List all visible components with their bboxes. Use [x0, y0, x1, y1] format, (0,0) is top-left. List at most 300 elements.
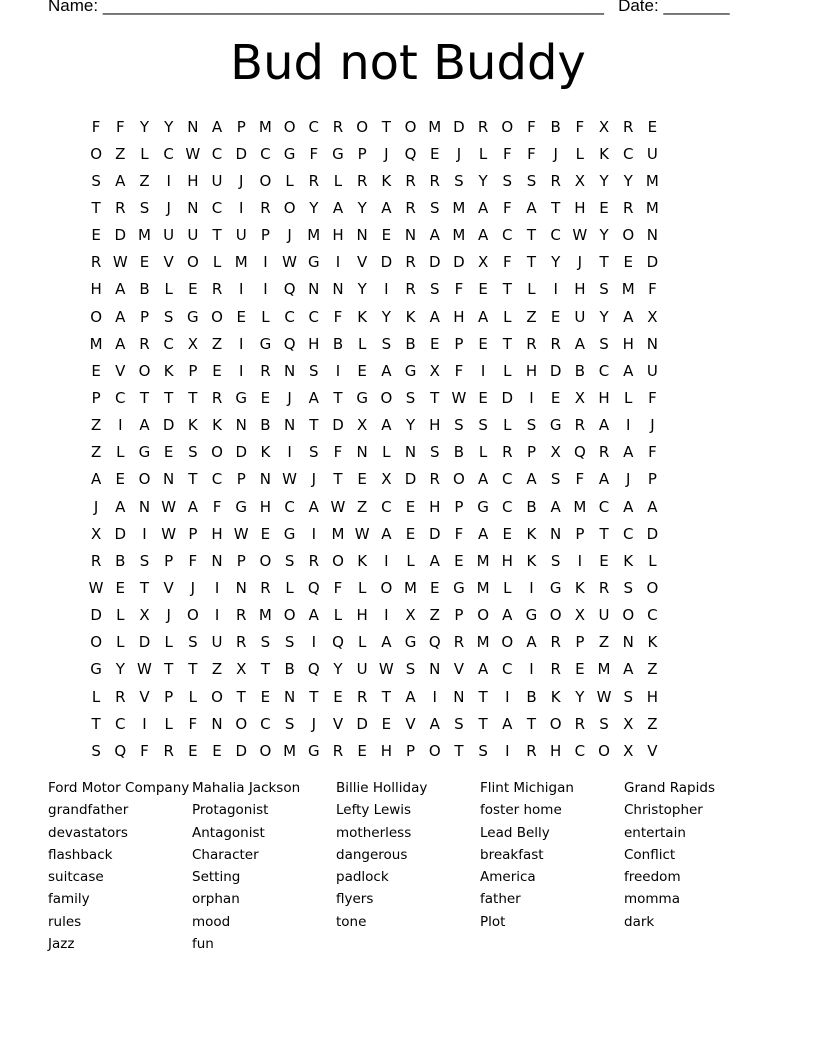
grid-letter: J — [311, 470, 316, 489]
grid-letter: H — [501, 551, 513, 570]
grid-letter: E — [599, 551, 609, 570]
grid-letter: L — [116, 633, 125, 652]
grid-letter: W — [282, 253, 298, 272]
grid-letter: B — [284, 660, 295, 679]
grid-letter: A — [308, 388, 319, 407]
grid-letter: F — [648, 443, 657, 462]
grid-letter: U — [646, 361, 658, 380]
grid-letter: X — [236, 660, 247, 679]
grid-letter: R — [236, 606, 247, 625]
word-item: rules — [48, 913, 82, 930]
grid-letter: A — [477, 226, 489, 245]
letter-grid — [84, 113, 665, 764]
grid-letter: F — [454, 361, 464, 380]
grid-letter: B — [260, 416, 271, 435]
grid-letter: H — [429, 416, 441, 435]
grid-letter: W — [451, 388, 467, 407]
grid-letter: I — [263, 253, 268, 272]
grid-letter: S — [163, 307, 174, 326]
grid-letter: D — [453, 117, 465, 136]
grid-letter: A — [477, 198, 489, 217]
grid-letter: P — [188, 361, 198, 380]
grid-letter: L — [357, 334, 367, 353]
grid-letter: H — [574, 198, 586, 217]
grid-letter: A — [623, 361, 634, 380]
grid-letter: C — [598, 361, 610, 380]
grid-letter: C — [115, 388, 126, 407]
grid-letter: G — [404, 361, 417, 380]
grid-letter: E — [381, 714, 392, 733]
grid-letter: N — [283, 687, 296, 706]
grid-letter: M — [234, 253, 248, 272]
grid-letter: F — [188, 551, 198, 570]
grid-letter: A — [598, 416, 610, 435]
grid-letter: W — [185, 144, 201, 163]
grid-letter: D — [453, 253, 465, 272]
word-item: flashback — [48, 846, 113, 863]
grid-letter: O — [90, 307, 102, 326]
grid-letter: Z — [357, 497, 368, 516]
grid-letter: Z — [211, 334, 223, 353]
grid-letter: R — [356, 171, 368, 190]
grid-letter: C — [502, 660, 513, 679]
grid-letter: S — [599, 714, 609, 733]
grid-letter: I — [553, 280, 558, 299]
grid-letter: F — [91, 117, 101, 136]
grid-letter: H — [332, 226, 344, 245]
grid-letter: X — [405, 606, 416, 625]
grid-letter: Y — [575, 687, 585, 706]
grid-letter: T — [381, 117, 391, 136]
grid-letter: I — [142, 524, 147, 543]
grid-letter: R — [574, 416, 586, 435]
grid-letter: A — [115, 334, 126, 353]
grid-letter: A — [139, 416, 150, 435]
grid-letter: T — [212, 226, 222, 245]
grid-letter: W — [572, 226, 588, 245]
word-item: Billie Holliday — [336, 780, 428, 796]
grid-letter: E — [454, 551, 464, 570]
grid-letter: S — [139, 198, 150, 217]
grid-letter: L — [164, 280, 173, 299]
grid-letter: E — [502, 524, 513, 543]
grid-row — [84, 113, 665, 140]
grid-letter: C — [211, 198, 223, 217]
name-blank: _____________________________________________________ — [102, 0, 604, 15]
grid-row — [84, 194, 665, 221]
grid-letter: U — [574, 307, 586, 326]
grid-letter: H — [308, 334, 320, 353]
word-item: Ford Motor Company — [48, 780, 190, 796]
grid-letter: P — [526, 443, 536, 462]
header-line — [48, 0, 748, 16]
grid-letter: W — [233, 524, 249, 543]
grid-letter: A — [115, 497, 126, 516]
grid-letter: R — [405, 253, 416, 272]
grid-letter: M — [452, 198, 466, 217]
grid-letter: S — [139, 551, 150, 570]
grid-letter: L — [527, 280, 536, 299]
grid-letter: W — [137, 660, 152, 679]
grid-letter: W — [161, 524, 177, 543]
grid-letter: I — [311, 633, 316, 652]
grid-letter: R — [163, 741, 174, 760]
grid-letter: S — [309, 361, 319, 380]
grid-letter: U — [163, 226, 175, 245]
grid-letter: S — [405, 660, 416, 679]
grid-letter: T — [91, 714, 101, 733]
grid-letter: I — [239, 280, 244, 299]
grid-letter: V — [332, 714, 344, 733]
grid-letter: C — [211, 144, 223, 163]
grid-letter: K — [212, 416, 222, 435]
grid-letter: R — [90, 551, 102, 570]
grid-letter: F — [502, 144, 512, 163]
grid-letter: D — [235, 443, 247, 462]
grid-letter: N — [453, 687, 465, 706]
grid-letter: R — [598, 443, 610, 462]
grid-letter: R — [211, 388, 223, 407]
grid-letter: S — [188, 633, 198, 652]
grid-letter: H — [574, 280, 586, 299]
grid-letter: C — [284, 497, 295, 516]
grid-letter: O — [622, 226, 635, 245]
grid-letter: Y — [309, 198, 319, 217]
grid-letter: E — [236, 307, 246, 326]
grid-letter: C — [260, 144, 271, 163]
grid-letter: O — [549, 606, 562, 625]
grid-letter: R — [115, 687, 126, 706]
grid-letter: E — [357, 470, 367, 489]
grid-letter: O — [356, 117, 369, 136]
grid-letter: X — [574, 171, 585, 190]
grid-letter: T — [309, 416, 319, 435]
grid-letter: M — [137, 226, 151, 245]
grid-letter: O — [90, 144, 102, 163]
grid-row — [84, 167, 665, 194]
grid-letter: N — [259, 470, 272, 489]
word-item: flyers — [336, 891, 374, 908]
word-item: tone — [336, 913, 367, 930]
grid-letter: F — [333, 578, 343, 597]
grid-letter: M — [258, 606, 272, 625]
grid-letter: Y — [115, 660, 125, 679]
grid-letter: T — [478, 714, 488, 733]
word-item: father — [480, 891, 521, 908]
grid-letter: R — [429, 171, 440, 190]
grid-letter: O — [283, 606, 296, 625]
grid-letter: T — [139, 578, 150, 597]
grid-letter: F — [575, 117, 585, 136]
grid-letter: Y — [381, 307, 391, 326]
grid-letter: S — [429, 198, 440, 217]
word-item: foster home — [480, 802, 562, 819]
grid-letter: K — [260, 443, 271, 462]
word-item: devastators — [48, 824, 128, 841]
grid-letter: K — [163, 361, 174, 380]
grid-letter: A — [526, 198, 537, 217]
grid-row — [84, 547, 665, 574]
grid-letter: N — [404, 226, 417, 245]
grid-letter: S — [454, 416, 464, 435]
grid-letter: O — [186, 606, 199, 625]
grid-letter: Q — [114, 741, 127, 760]
grid-letter: A — [502, 714, 513, 733]
grid-letter: M — [621, 280, 635, 299]
grid-letter: K — [647, 633, 658, 652]
grid-letter: Z — [115, 144, 126, 163]
grid-row — [84, 357, 665, 384]
grid-letter: O — [380, 388, 393, 407]
grid-letter: I — [529, 578, 534, 597]
grid-letter: B — [115, 551, 126, 570]
grid-letter: X — [598, 117, 610, 136]
grid-letter: B — [550, 117, 561, 136]
grid-letter: Y — [478, 171, 488, 190]
grid-letter: E — [478, 280, 488, 299]
grid-letter: O — [428, 741, 441, 760]
grid-letter: O — [259, 741, 272, 760]
grid-letter: E — [429, 144, 440, 163]
grid-letter: S — [526, 171, 537, 190]
grid-letter: L — [285, 578, 294, 597]
grid-letter: R — [90, 253, 102, 272]
grid-letter: I — [166, 171, 171, 190]
grid-letter: N — [622, 633, 634, 652]
grid-row — [84, 574, 665, 601]
grid-letter: Z — [647, 660, 658, 679]
grid-letter: A — [574, 334, 585, 353]
grid-letter: G — [235, 497, 248, 516]
grid-letter: S — [599, 334, 609, 353]
grid-letter: T — [599, 524, 609, 543]
grid-letter: O — [453, 470, 465, 489]
grid-letter: E — [212, 361, 222, 380]
grid-letter: E — [91, 226, 101, 245]
grid-letter: J — [456, 144, 462, 163]
grid-letter: D — [646, 253, 659, 272]
grid-letter: U — [187, 226, 199, 245]
grid-letter: H — [525, 361, 538, 380]
grid-letter: H — [259, 497, 272, 516]
grid-letter: E — [623, 253, 633, 272]
grid-letter: D — [162, 416, 175, 435]
grid-letter: S — [309, 443, 319, 462]
grid-letter: F — [502, 253, 512, 272]
grid-letter: L — [116, 606, 125, 625]
grid-letter: B — [526, 687, 537, 706]
grid-letter: C — [647, 606, 658, 625]
grid-letter: Q — [332, 633, 344, 652]
grid-letter: F — [140, 741, 149, 760]
word-column — [48, 777, 192, 955]
grid-letter: F — [454, 524, 464, 543]
grid-row — [84, 330, 665, 357]
grid-letter: M — [428, 117, 442, 136]
grid-letter: E — [405, 524, 416, 543]
grid-letter: G — [138, 443, 151, 462]
grid-letter: S — [429, 280, 440, 299]
grid-letter: X — [357, 416, 368, 435]
grid-letter: K — [599, 144, 609, 163]
grid-letter: R — [139, 334, 150, 353]
grid-letter: S — [502, 171, 513, 190]
grid-letter: D — [138, 633, 151, 652]
grid-letter: R — [453, 633, 465, 652]
grid-letter: G — [549, 578, 562, 597]
word-item: Christopher — [624, 802, 703, 819]
grid-letter: W — [330, 497, 346, 516]
grid-letter: G — [525, 606, 538, 625]
grid-letter: S — [478, 416, 488, 435]
grid-letter: I — [335, 361, 341, 380]
grid-letter: F — [648, 280, 657, 299]
grid-letter: L — [116, 443, 125, 462]
grid-letter: C — [598, 497, 610, 516]
grid-letter: Z — [211, 660, 223, 679]
grid-letter: E — [260, 687, 271, 706]
grid-letter: S — [284, 714, 295, 733]
grid-letter: N — [308, 280, 320, 299]
grid-letter: E — [575, 660, 585, 679]
grid-letter: I — [529, 660, 534, 679]
grid-letter: M — [283, 741, 297, 760]
grid-letter: Q — [307, 578, 320, 597]
grid-letter: J — [384, 144, 389, 163]
grid-letter: N — [356, 226, 368, 245]
grid-letter: O — [211, 687, 223, 706]
grid-letter: Y — [357, 198, 367, 217]
grid-letter: T — [551, 198, 561, 217]
grid-letter: Q — [404, 144, 417, 163]
grid-letter: G — [332, 144, 344, 163]
grid-letter: M — [645, 198, 659, 217]
grid-letter: D — [356, 714, 368, 733]
grid-letter: A — [526, 470, 537, 489]
grid-letter: T — [260, 660, 270, 679]
word-item: Flint Michigan — [480, 780, 574, 796]
word-item: dark — [624, 913, 655, 930]
grid-letter: H — [550, 741, 562, 760]
grid-letter: B — [405, 334, 416, 353]
grid-row — [84, 303, 665, 330]
grid-letter: T — [454, 741, 464, 760]
grid-letter: I — [505, 687, 510, 706]
grid-letter: S — [623, 687, 633, 706]
grid-letter: P — [454, 334, 464, 353]
grid-letter: O — [477, 606, 489, 625]
word-item: Lefty Lewis — [336, 802, 412, 819]
grid-letter: C — [574, 741, 586, 760]
grid-letter: D — [428, 524, 441, 543]
grid-letter: J — [626, 470, 631, 489]
word-item: orphan — [192, 891, 240, 908]
grid-letter: S — [623, 578, 633, 597]
grid-letter: E — [163, 443, 174, 462]
grid-letter: F — [527, 117, 536, 136]
word-item: Setting — [192, 869, 241, 886]
grid-letter: K — [550, 687, 561, 706]
grid-letter: C — [550, 226, 561, 245]
grid-letter: W — [112, 253, 128, 272]
grid-letter: S — [284, 633, 295, 652]
grid-letter: E — [260, 524, 271, 543]
grid-letter: N — [429, 660, 441, 679]
grid-letter: K — [526, 524, 537, 543]
grid-letter: Z — [90, 416, 102, 435]
grid-letter: M — [89, 334, 103, 353]
grid-letter: A — [429, 226, 440, 245]
grid-letter: L — [261, 307, 270, 326]
grid-letter: C — [502, 470, 513, 489]
grid-letter: T — [526, 714, 537, 733]
grid-letter: Q — [283, 280, 296, 299]
grid-letter: D — [235, 741, 247, 760]
grid-letter: R — [356, 687, 368, 706]
grid-letter: I — [214, 606, 220, 625]
grid-letter: O — [501, 633, 514, 652]
grid-letter: P — [91, 388, 101, 407]
page-title: Bud not Buddy — [230, 35, 586, 91]
grid-letter: C — [622, 144, 634, 163]
word-item: momma — [624, 891, 680, 908]
grid-letter: N — [187, 198, 199, 217]
grid-letter: P — [139, 307, 149, 326]
grid-letter: Y — [551, 253, 561, 272]
grid-letter: E — [478, 334, 488, 353]
grid-letter: A — [429, 307, 440, 326]
grid-letter: N — [283, 361, 296, 380]
grid-letter: Y — [164, 117, 174, 136]
grid-letter: P — [164, 687, 174, 706]
grid-letter: F — [333, 307, 343, 326]
grid-letter: E — [647, 117, 658, 136]
grid-letter: O — [259, 171, 272, 190]
word-item: Lead Belly — [480, 824, 550, 841]
grid-letter: G — [477, 497, 489, 516]
grid-letter: A — [477, 524, 489, 543]
grid-letter: I — [239, 334, 244, 353]
grid-letter: P — [454, 606, 464, 625]
grid-letter: C — [163, 144, 174, 163]
grid-letter: T — [164, 388, 174, 407]
grid-letter: T — [526, 226, 537, 245]
grid-letter: I — [142, 714, 147, 733]
grid-row — [84, 683, 665, 710]
grid-letter: N — [235, 578, 247, 597]
grid-letter: N — [356, 443, 368, 462]
grid-letter: Q — [573, 443, 586, 462]
grid-letter: R — [260, 198, 271, 217]
grid-letter: M — [476, 633, 490, 652]
grid-letter: I — [287, 443, 292, 462]
grid-letter: V — [357, 253, 368, 272]
grid-letter: P — [647, 470, 657, 489]
grid-letter: M — [452, 226, 466, 245]
grid-letter: L — [357, 633, 367, 652]
word-column — [336, 777, 480, 955]
grid-letter: J — [239, 171, 244, 190]
grid-letter: R — [260, 578, 271, 597]
grid-letter: R — [332, 741, 344, 760]
grid-letter: K — [357, 551, 368, 570]
grid-letter: A — [381, 524, 392, 543]
grid-letter: M — [645, 171, 659, 190]
grid-letter: L — [357, 578, 367, 597]
grid-letter: D — [428, 253, 441, 272]
grid-letter: J — [287, 226, 292, 245]
grid-letter: Y — [139, 117, 150, 136]
